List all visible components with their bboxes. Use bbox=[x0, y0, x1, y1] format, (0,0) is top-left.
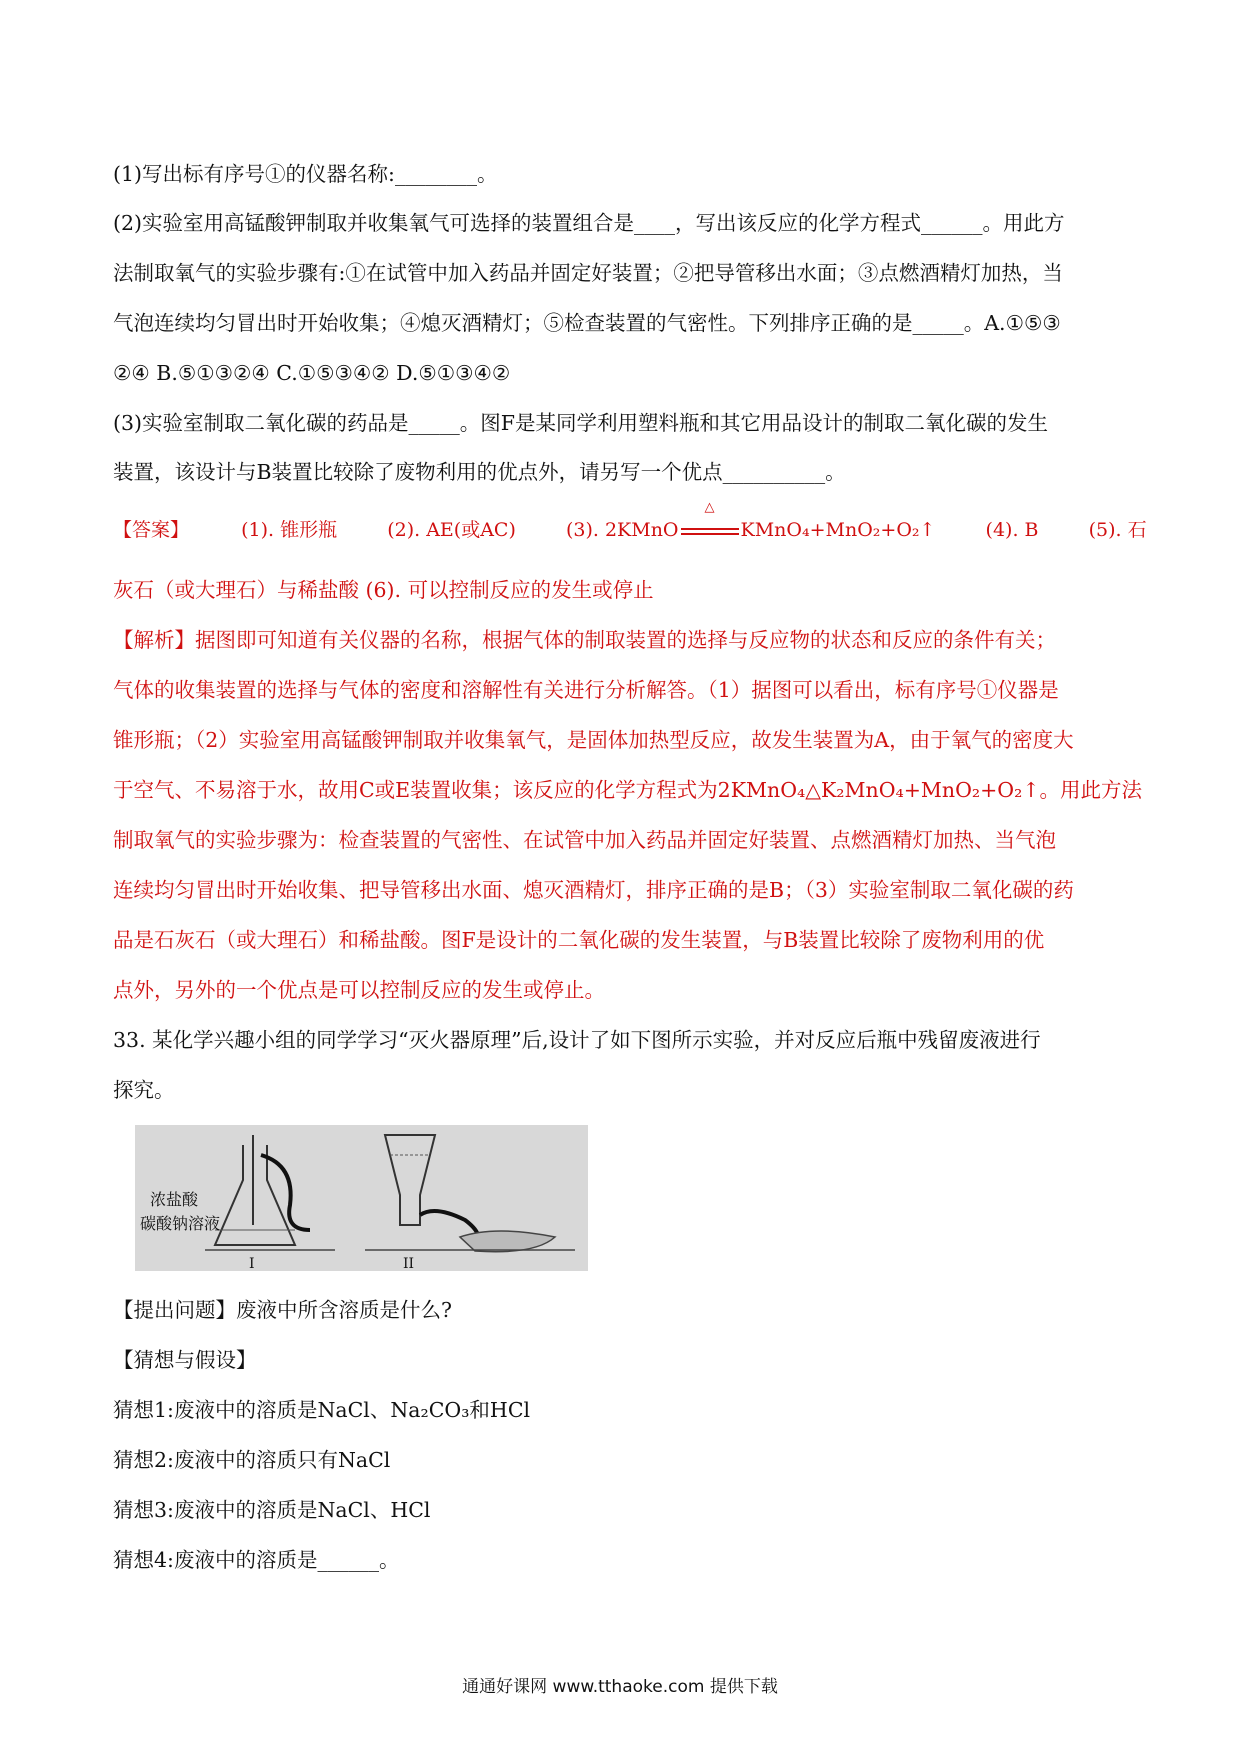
experiment-figure bbox=[135, 1125, 588, 1271]
answer-item-5: (4). B bbox=[985, 519, 1039, 541]
q-line-5: ②④ B.⑤①③②④ C.①⑤③④② D.⑤①③④② bbox=[113, 361, 511, 385]
analysis-line-4: 于空气、不易溶于水，故用C或E装置收集；该反应的化学方程式为2KMnO₄△K₂MnO₄+MnO₂+O₂↑。用此方法 bbox=[113, 778, 1143, 802]
hypothesis-heading: 【猜想与假设】 bbox=[113, 1348, 257, 1372]
triangle-icon: △ bbox=[704, 500, 715, 515]
analysis-line-5: 制取氧气的实验步骤为：检查装置的气密性、在试管中加入药品并固定好装置、点燃酒精灯加热、当气泡 bbox=[113, 828, 1056, 852]
analysis-label: 【解析】 bbox=[113, 628, 195, 652]
hose-i bbox=[261, 1155, 310, 1230]
analysis-line-1: 【解析】据图即可知道有关仪器的名称，根据气体的制取装置的选择与反应物的状态和反应的条件有关； bbox=[113, 628, 1056, 652]
analysis-line-2: 气体的收集装置的选择与气体的密度和溶解性有关进行分析解答。（1）据图可以看出，标有序号①仪器是 bbox=[113, 678, 1059, 702]
label-concentrated-hcl: 浓盐酸 bbox=[150, 1190, 199, 1209]
label-i: I bbox=[249, 1256, 255, 1271]
answer-line-2: 灰石（或大理石）与稀盐酸 (6). 可以控制反应的发生或停止 bbox=[113, 578, 654, 602]
q-line-2: (2)实验室用高锰酸钾制取并收集氧气可选择的装置组合是____，写出该反应的化学方程式______。用此方 bbox=[113, 211, 1065, 235]
q-line-4: 气泡连续均匀冒出时开始收集；④熄灭酒精灯；⑤检查装置的气密性。下列排序正确的是_____。A.①⑤③ bbox=[113, 311, 1061, 335]
footer-source: 通通好课网 www.tthaoke.com 提供下载 bbox=[462, 1677, 778, 1697]
analysis-line-7: 品是石灰石（或大理石）和稀盐酸。图F是设计的二氧化碳的发生装置，与B装置比较除了废物利用的优 bbox=[113, 928, 1045, 952]
answer-item-1: (1). 锥形瓶 bbox=[241, 519, 338, 541]
q33-line-2: 探究。 bbox=[113, 1078, 175, 1102]
analysis-line-8: 点外，另外的一个优点是可以控制反应的发生或停止。 bbox=[113, 978, 605, 1002]
answer-item-4: KMnO₄+MnO₂+O₂↑ bbox=[740, 519, 936, 541]
hypothesis-2: 猜想2:废液中的溶质只有NaCl bbox=[113, 1448, 391, 1472]
problem-statement: 【提出问题】废液中所含溶质是什么? bbox=[113, 1298, 452, 1322]
q33-line-1: 33. 某化学兴趣小组的同学学习“灭火器原理”后,设计了如下图所示实验，并对反应后瓶中残留废液进行 bbox=[113, 1028, 1041, 1052]
hypothesis-3: 猜想3:废液中的溶质是NaCl、HCl bbox=[113, 1498, 431, 1522]
flame-area bbox=[460, 1231, 555, 1252]
q-line-1: (1)写出标有序号①的仪器名称:________。 bbox=[113, 162, 498, 186]
hypothesis-1: 猜想1:废液中的溶质是NaCl、Na₂CO₃和HCl bbox=[113, 1398, 531, 1422]
q-line-7: 装置，该设计与B装置比较除了废物利用的优点外，请另写一个优点__________。 bbox=[113, 460, 846, 484]
answer-item-6: (5). 石 bbox=[1088, 519, 1147, 541]
answer-item-2: (2). AE(或AC) bbox=[387, 519, 516, 541]
q-line-3: 法制取氧气的实验步骤有:①在试管中加入药品并固定好装置；②把导管移出水面；③点燃酒精灯加热，当 bbox=[113, 261, 1063, 285]
answer-item-3: (3). 2KMnO bbox=[565, 519, 679, 541]
apparatus-diagram bbox=[135, 1125, 588, 1271]
analysis-line-6: 连续均匀冒出时开始收集、把导管移出水面、熄灭酒精灯，排序正确的是B；（3）实验室制取二氧化碳的药 bbox=[113, 878, 1074, 902]
hypothesis-4: 猜想4:废液中的溶质是______。 bbox=[113, 1548, 400, 1572]
answer-line-1 bbox=[113, 500, 1147, 545]
heat-condition bbox=[679, 500, 741, 545]
label-ii: II bbox=[403, 1256, 415, 1271]
answer-label: 【答案】 bbox=[113, 519, 190, 541]
label-sodium-carbonate: 碳酸钠溶液 bbox=[140, 1214, 221, 1233]
q-line-6: (3)实验室制取二氧化碳的药品是_____。图F是某同学利用塑料瓶和其它用品设计的制取二氧化碳的发生 bbox=[113, 411, 1049, 435]
equals-sign bbox=[681, 528, 739, 535]
analysis-line-3: 锥形瓶；（2）实验室用高锰酸钾制取并收集氧气，是固体加热型反应，故发生装置为A，由于氧气的密度大 bbox=[113, 728, 1074, 752]
